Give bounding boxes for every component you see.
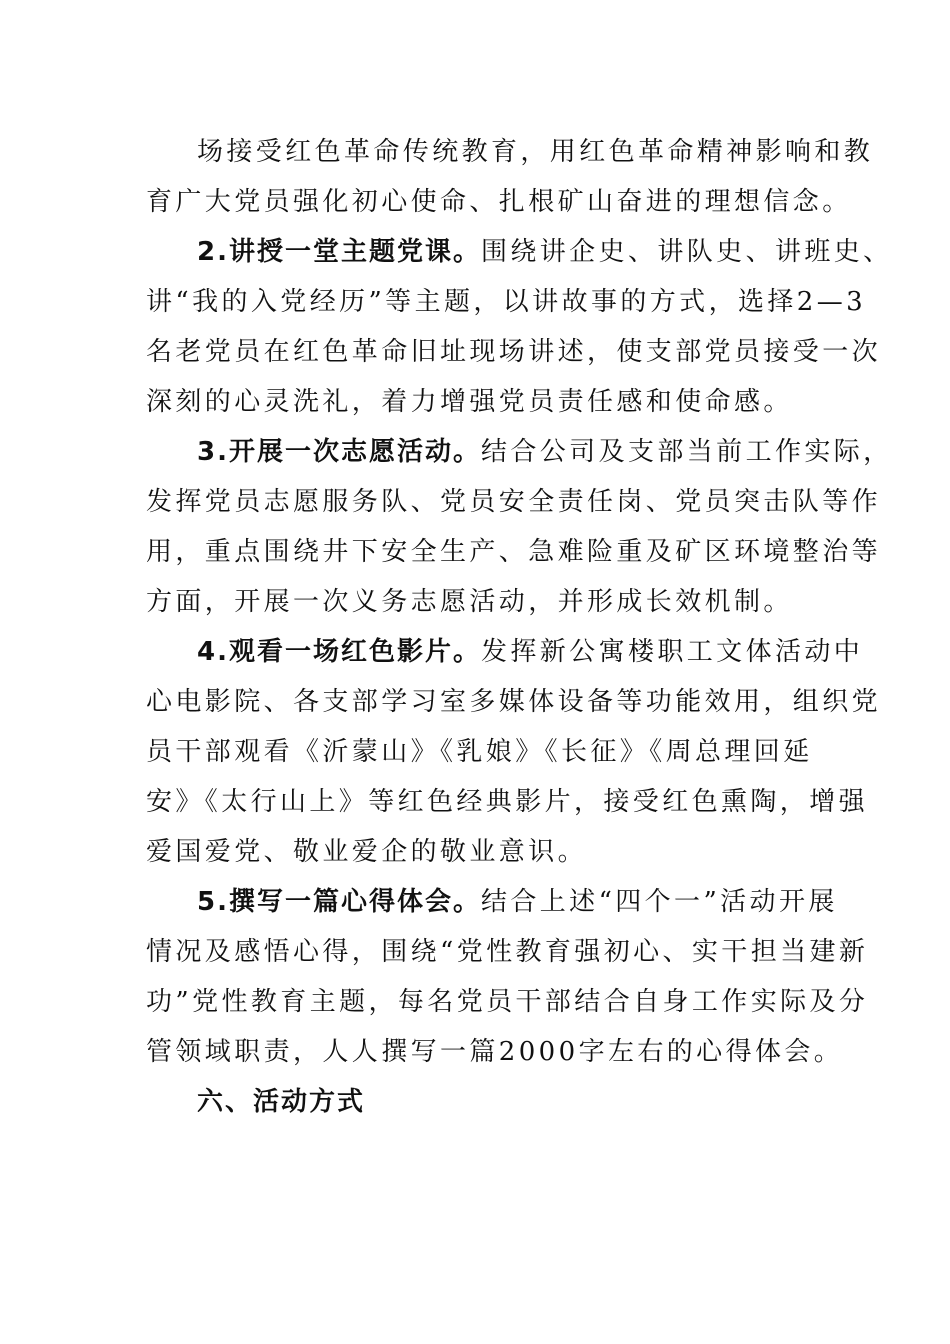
item-text: 围绕讲企史、讲队史、讲班史、 <box>480 237 893 267</box>
paragraph-line: 方面，开展一次义务志愿活动，并形成长效机制。 <box>146 587 793 617</box>
paragraph-line: 讲“我的入党经历”等主题，以讲故事的方式，选择2—3 <box>146 287 867 317</box>
paragraph-line <box>197 432 893 472</box>
paragraph-line <box>197 882 838 922</box>
paragraph-line: 用，重点围绕井下安全生产、急难险重及矿区环境整治等 <box>146 537 882 567</box>
item-text: 发挥新公寓楼职工文体活动中 <box>480 637 864 667</box>
paragraph-line: 管领域职责，人人撰写一篇2000字左右的心得体会。 <box>146 1037 844 1067</box>
paragraph-line: 安》《太行山上》等红色经典影片，接受红色熏陶，增强 <box>146 787 869 817</box>
item-heading: 5.撰写一篇心得体会。 <box>197 887 481 917</box>
paragraph-line: 发挥党员志愿服务队、党员安全责任岗、党员突击队等作 <box>146 487 882 517</box>
paragraph-line: 育广大党员强化初心使命、扎根矿山奋进的理想信念。 <box>146 187 852 217</box>
item-heading: 4.观看一场红色影片。 <box>197 637 481 667</box>
paragraph-line <box>197 632 864 672</box>
paragraph-line: 名老党员在红色革命旧址现场讲述，使支部党员接受一次 <box>146 337 882 367</box>
item-text: 结合上述“四个一”活动开展 <box>480 887 838 917</box>
paragraph-line: 情况及感悟心得，围绕“党性教育强初心、实干担当建新 <box>146 937 869 967</box>
item-heading: 3.开展一次志愿活动。 <box>197 437 481 467</box>
item-heading: 2.讲授一堂主题党课。 <box>197 237 481 267</box>
paragraph-line: 员干部观看《沂蒙山》《乳娘》《长征》《周总理回延 <box>146 737 813 767</box>
item-text: 结合公司及支部当前工作实际， <box>480 437 893 467</box>
paragraph-line: 场接受红色革命传统教育，用红色革命精神影响和教 <box>197 137 874 167</box>
paragraph-line: 爱国爱党、敬业爱企的敬业意识。 <box>146 837 588 867</box>
section-heading: 六、活动方式 <box>197 1087 366 1117</box>
paragraph-line: 心电影院、各支部学习室多媒体设备等功能效用，组织党 <box>146 687 882 717</box>
paragraph-line: 功”党性教育主题，每名党员干部结合自身工作实际及分 <box>146 987 869 1017</box>
paragraph-line: 深刻的心灵洗礼，着力增强党员责任感和使命感。 <box>146 387 793 417</box>
paragraph-line <box>197 232 893 272</box>
